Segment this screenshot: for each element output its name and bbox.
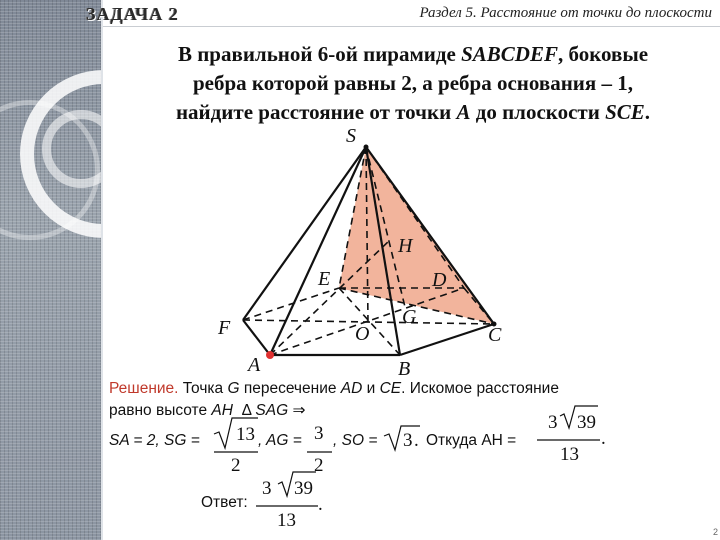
solution-text-part: G (227, 380, 240, 397)
answer-label: Ответ: (201, 494, 248, 511)
label-C: C (488, 324, 502, 346)
solution-text-part: SAG (255, 402, 289, 419)
ag-denominator: 2 (314, 455, 324, 476)
formula-sa-sg: SA = 2, SG = (109, 432, 200, 449)
ah-coefficient: 3 (548, 412, 558, 433)
so-end: . (414, 430, 419, 451)
label-H: H (398, 235, 413, 257)
label-E: E (318, 268, 331, 290)
solution-text-part: пересечение (239, 380, 341, 397)
plane-name: SCE (605, 100, 645, 124)
sg-denominator: 2 (231, 455, 241, 476)
section-title: Раздел 5. Расстояние от точки до плоскости (419, 5, 712, 21)
ag-numerator: 3 (314, 423, 324, 444)
answer-coefficient: 3 (262, 478, 272, 499)
problem-text: найдите расстояние от точки (175, 100, 457, 124)
ah-end: . (601, 428, 606, 449)
pyramid-name: SABCDEF (461, 42, 558, 66)
point-name: A (456, 100, 471, 124)
solution-text-part: и (362, 380, 380, 397)
label-O: O (355, 323, 370, 345)
slide-number: 2 (712, 527, 718, 537)
answer-denominator: 13 (277, 510, 296, 531)
problem-text: , боковые (557, 42, 649, 66)
formula-then-label: Откуда AH = (426, 432, 517, 449)
solution-heading: Решение. (109, 380, 179, 397)
label-G: G (402, 306, 417, 328)
solution-text-part: CE (379, 380, 402, 397)
solution-text-part: AD (340, 380, 363, 397)
problem-text: ребра которой равны 2, а ребра основания – 1, (192, 71, 634, 95)
solution-text-part: Точка (178, 380, 228, 397)
task-label: ЗАДАЧА 2 (86, 4, 179, 24)
answer-end: . (318, 494, 323, 515)
label-B: B (398, 358, 411, 380)
ah-denominator: 13 (560, 444, 579, 465)
sg-numerator: 13 (236, 424, 255, 445)
solution-text-part: равно высоте (109, 402, 212, 419)
solution-text-part: . Искомое расстояние (401, 380, 559, 397)
problem-text: В правильной 6-ой пирамиде (177, 42, 462, 66)
solution-text-part: AH (211, 402, 233, 419)
answer-radicand: 39 (294, 478, 313, 499)
label-F: F (218, 317, 231, 339)
label-S: S (346, 125, 356, 147)
problem-text: . (644, 100, 651, 124)
problem-text: до плоскости (470, 100, 606, 124)
label-A: A (248, 354, 261, 376)
so-value: 3 (403, 430, 413, 451)
label-D: D (432, 269, 447, 291)
ah-radicand: 39 (577, 412, 596, 433)
triangle-symbol: Δ (241, 402, 252, 419)
formula-ag-label: , AG = (258, 432, 302, 449)
formula-so-label: , SO = (333, 432, 378, 449)
implies-arrow-icon: ⇒ (292, 402, 306, 419)
